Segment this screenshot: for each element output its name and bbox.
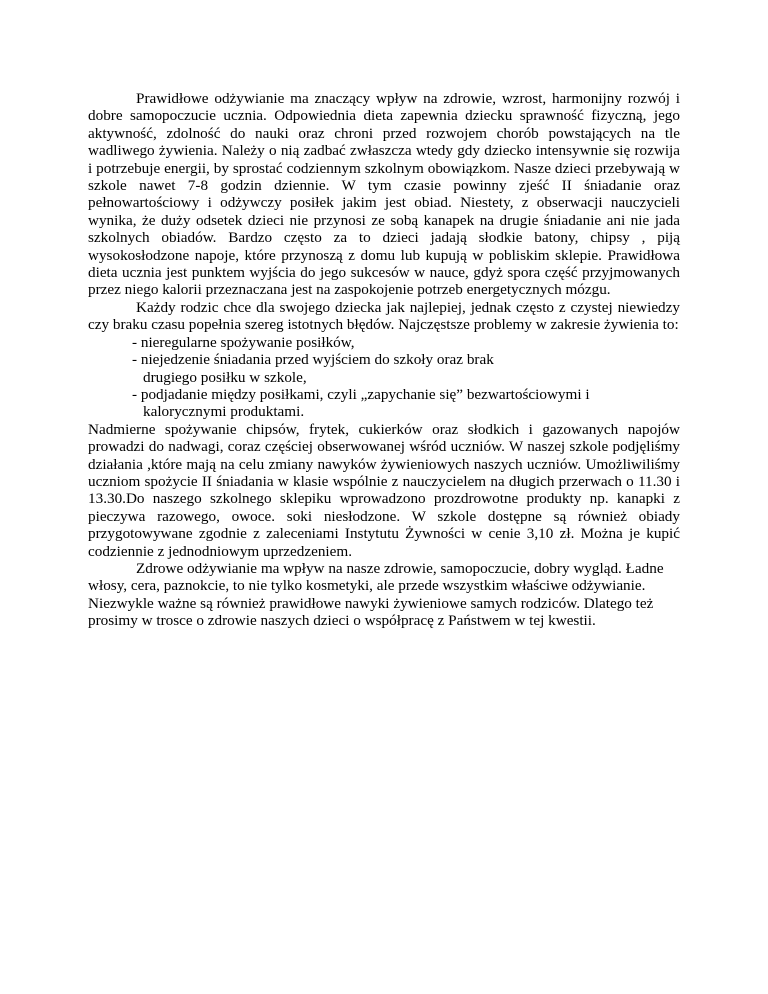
list-item: - podjadanie między posiłkami, czyli „zapychanie się” bezwartościowymi i kalorycznymi produktami. — [132, 385, 590, 421]
paragraph-school-actions: Nadmierne spożywanie chipsów, frytek, cukierków oraz słodkich i gazowanych napojów prowadzi do nadwagi, coraz częściej obserwowanej wśród uczniów. W naszej szkole podjęliśmy działania ,które mają na celu zmiany nawyków żywieniowych naszych uczniów. Umożliwiliśmy uczniom spożycie II śniadania w klasie wspólnie z nauczycielem na długich przerwach o 11.30 i 13.30.Do naszego szkolnego sklepiku wprowadzono prozdrowotne produkty np. kanapki z pieczywa razowego, owoce. soki niesłodzone. W szkole dostępne są również obiady przygotowywane zgodnie z zaleceniami Instytutu Żywności w cenie 3,10 zł. Można je kupić codziennie z jednodniowym uprzedzeniem. — [88, 420, 680, 560]
paragraph-conclusion: Zdrowe odżywianie ma wpływ na nasze zdrowie, samopoczucie, dobry wygląd. Ładne włosy, cera, paznokcie, to nie tylko kosmetyki, ale przede wszystkim właściwe odżywianie. Niezwykle ważne są również prawidłowe nawyki żywieniowe samych rodziców. Dlatego też prosimy w trosce o zdrowie naszych dzieci o współpracę z Państwem w tej kwestii. — [88, 559, 664, 630]
list-item: - niejedzenie śniadania przed wyjściem do szkoły oraz brak drugiego posiłku w szkole, — [132, 351, 494, 386]
list-item: - nieregularne spożywanie posiłków, — [132, 333, 355, 351]
problems-list — [88, 334, 680, 421]
paragraph-parents-mistakes: Każdy rodzic chce dla swojego dziecka jak najlepiej, jednak często z czystej niewiedzy czy braku czasu popełnia szereg istotnych błędów. Najczęstsze problemy w zakresie żywienia to: — [88, 298, 680, 334]
paragraph-intro: Prawidłowe odżywianie ma znaczący wpływ na zdrowie, wzrost, harmonijny rozwój i dobre samopoczucie ucznia. Odpowiednia dieta zapewnia dziecku sprawność fizyczną, jego aktywność, zdolność do nauki oraz chroni przed rozwojem chorób powstających na tle wadliwego żywienia. Należy o nią zadbać zwłaszcza wtedy gdy dziecko intensywnie się rozwija i potrzebuje energii, by sprostać codziennym szkolnym obowiązkom. Nasze dzieci przebywają w szkole nawet 7-8 godzin dziennie. W tym czasie powinny zjeść II śniadanie oraz pełnowartościowy i odżywczy posiłek jakim jest obiad. Niestety, z obserwacji nauczycieli wynika, że duży odsetek dzieci nie przynosi ze sobą kanapek na drugie śniadanie ani nie jada szkolnych obiadów. Bardzo często za to dzieci jadają słodkie batony, chipsy , piją wysokosłodzone napoje, które przynoszą z domu lub kupują w pobliskim sklepie. Prawidłowa dieta ucznia jest punktem wyjścia do jego sukcesów w nauce, gdyż spora część przyjmowanych przez niego kalorii przeznaczana jest na zaspokojenie potrzeb energetycznych mózgu. — [88, 90, 680, 299]
document-page — [88, 90, 680, 630]
